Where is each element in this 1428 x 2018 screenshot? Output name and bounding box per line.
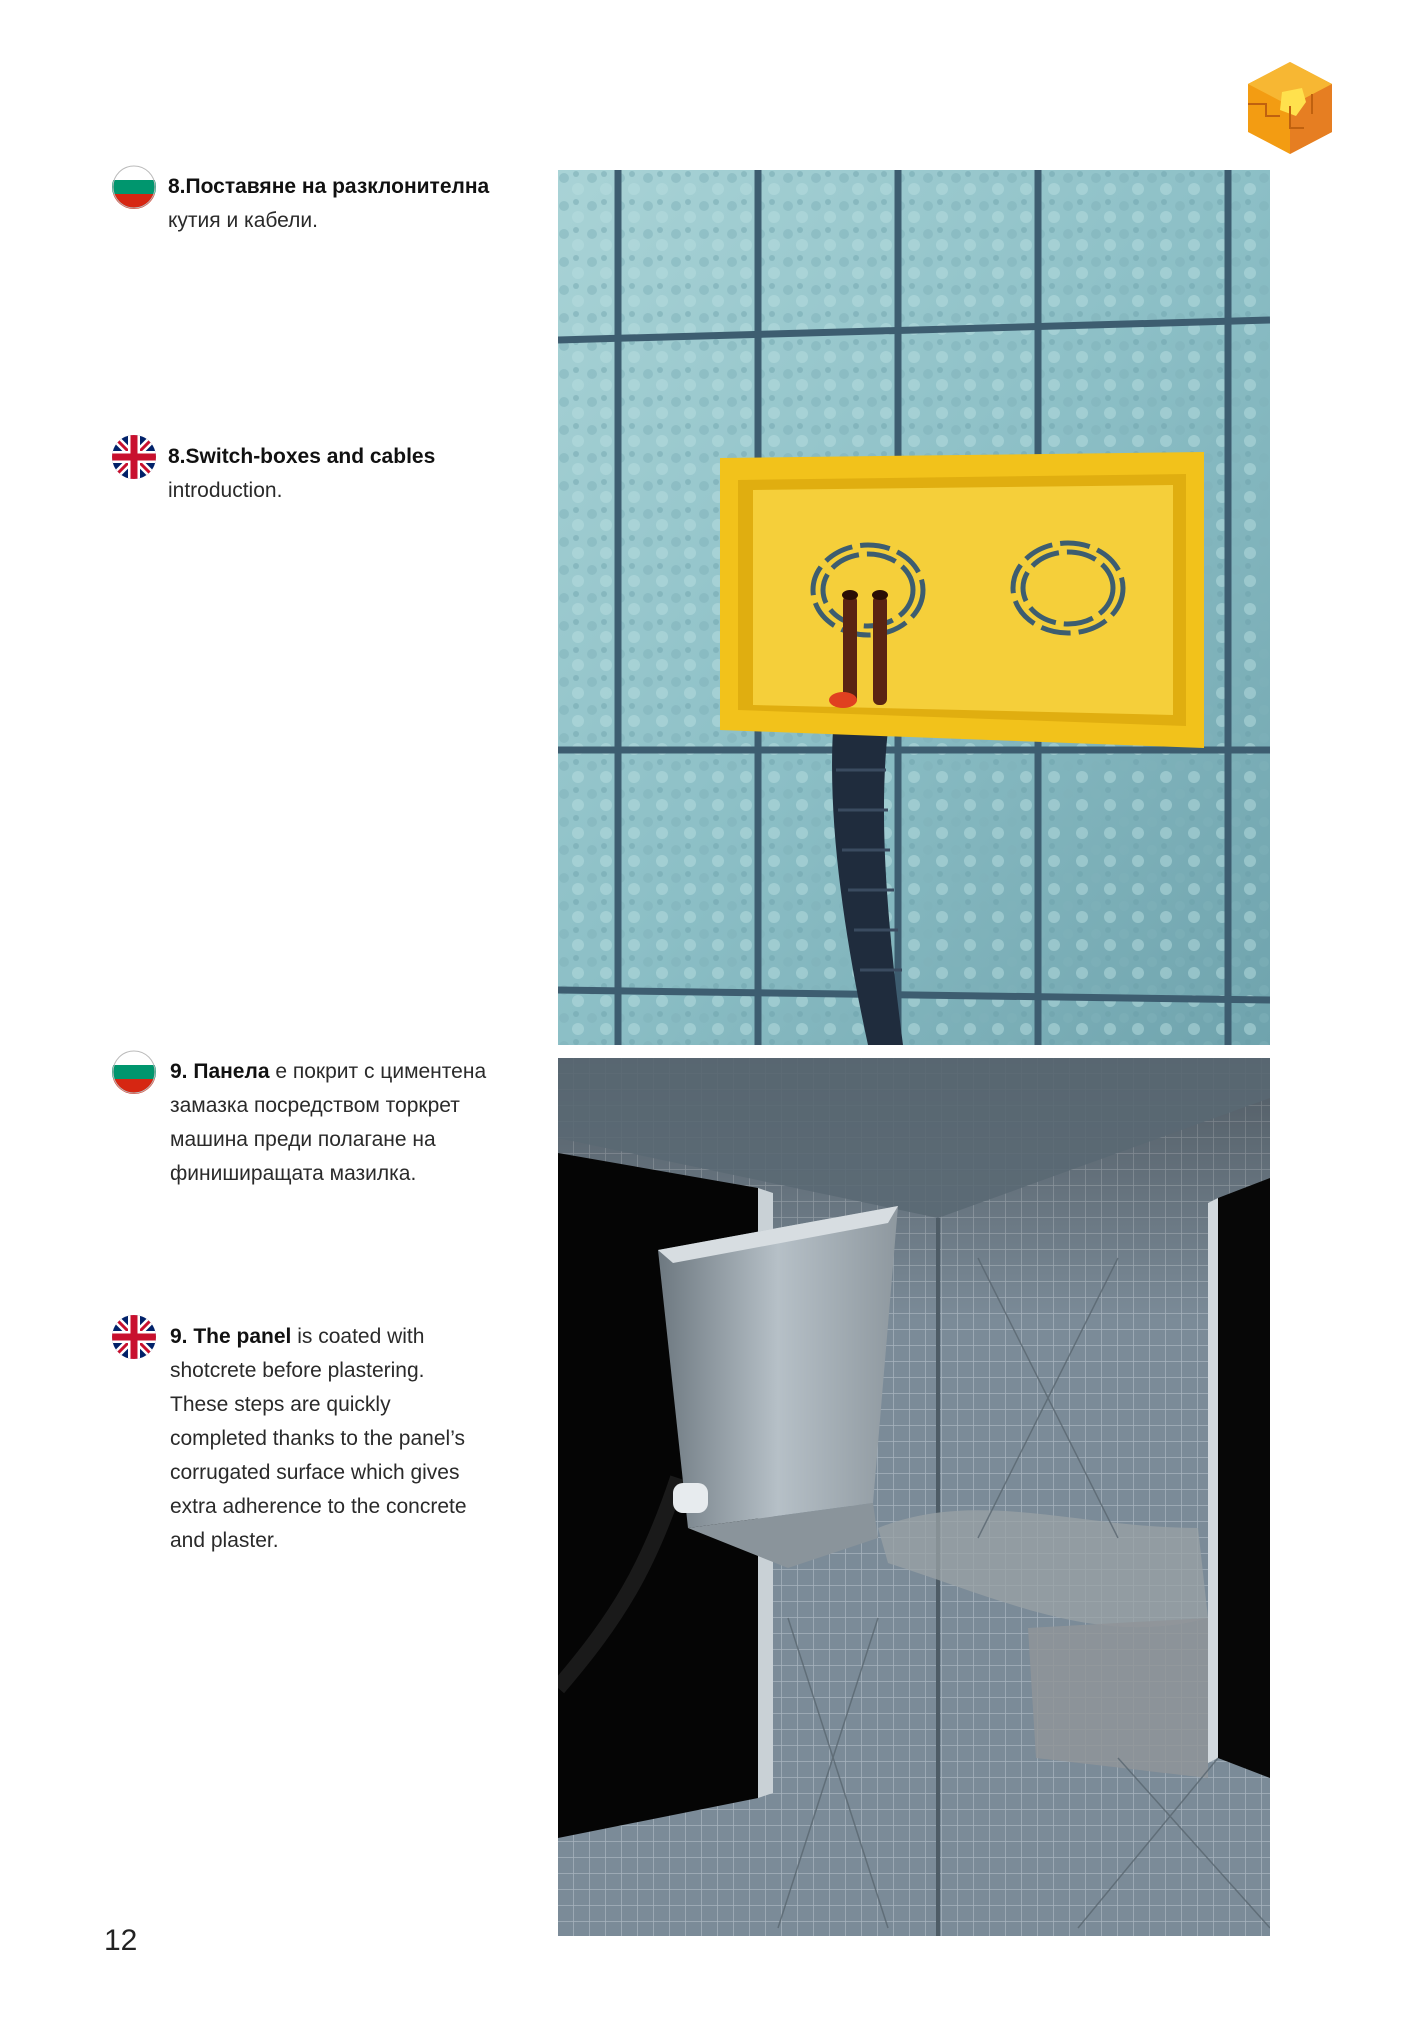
uk-flag-icon — [112, 1315, 156, 1359]
bulgarian-flag-icon — [112, 1050, 156, 1094]
page-number: 12 — [104, 1924, 138, 1957]
section-body-line: extra adherence to the concrete — [170, 1495, 467, 1518]
section-body-line: финиширащата мазилка. — [170, 1162, 417, 1185]
section-body-line: замазка посредством торкрет — [170, 1094, 460, 1117]
section-body-line: corrugated surface which gives — [170, 1461, 460, 1484]
logo-cube-icon — [1240, 58, 1340, 158]
shotcrete-illustration — [558, 1058, 1270, 1936]
section-switchbox-bg — [168, 170, 528, 238]
section-body: кутия и кабели. — [168, 209, 318, 232]
uk-flag-icon — [112, 435, 156, 479]
section-body-line: машина преди полагане на — [170, 1128, 436, 1151]
section-body-line: is coated with — [297, 1325, 425, 1348]
section-body-line: These steps are quickly — [170, 1393, 391, 1416]
section-body-line: е покрит с циментена — [275, 1060, 487, 1083]
section-body-line: completed thanks to the panel’s — [170, 1427, 465, 1450]
section-title: 9. Панела — [170, 1060, 270, 1083]
bulgarian-flag-icon — [112, 165, 156, 209]
section-body: introduction. — [168, 479, 283, 502]
section-title: 8.Switch-boxes and cables — [168, 445, 436, 468]
section-title: 9. The panel — [170, 1325, 292, 1348]
section-title: 8.Поставяне на разклонителна — [168, 175, 490, 198]
switch-box-illustration — [558, 170, 1270, 1045]
section-panel-en — [170, 1320, 530, 1558]
section-panel-bg — [170, 1055, 530, 1191]
section-switchbox-en — [168, 440, 528, 508]
section-body-line: shotcrete before plastering. — [170, 1359, 425, 1382]
section-body-line: and plaster. — [170, 1529, 279, 1552]
